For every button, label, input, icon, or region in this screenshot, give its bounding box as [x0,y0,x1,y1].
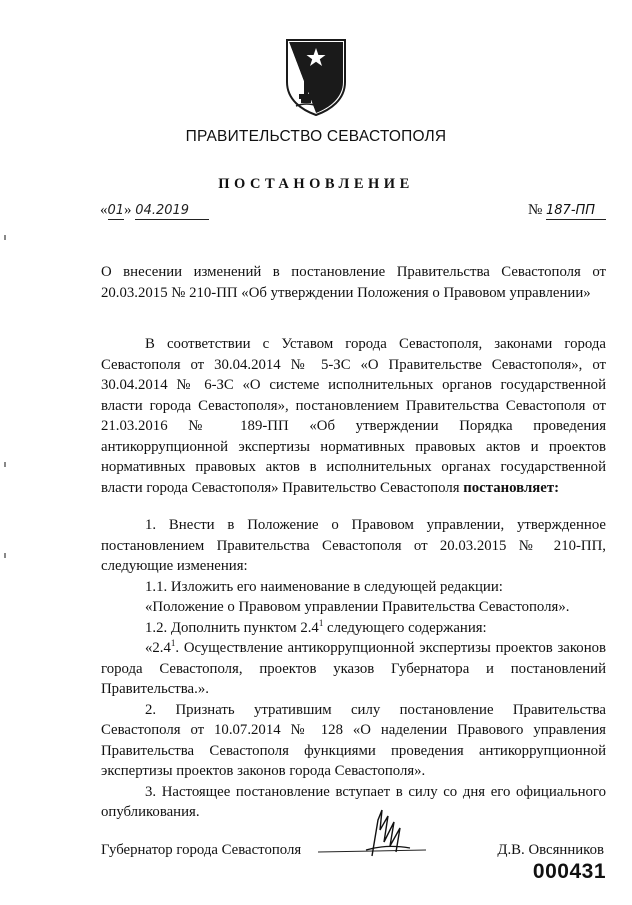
document-body [101,515,606,823]
government-name: ПРАВИТЕЛЬСТВО СЕВАСТОПОЛЯ [185,128,447,145]
signatory-name: Д.В. Овсянников [497,842,604,858]
clause-1-1: 1.1. Изложить его наименование в следующей редакции: [145,578,503,595]
preamble-paragraph [101,334,606,498]
clause-1: 1. Внести в Положение о Правовом управлении, утвержденное постановлением Правительства Севастополя от 20.03.2015 № 210-ПП, следующие изменения: [101,517,606,574]
date-month-year: 04.2019 [135,202,209,220]
document-type-title: ПОСТАНОВЛЕНИЕ [218,176,414,192]
document-subject: О внесении изменений в постановление Правительства Севастополя от 20.03.2015 № 210-ПП «Об утверждении Положения о Правовом управлении» [101,264,606,301]
clause-2: 2. Признать утратившим силу постановление Правительства Севастополя от 10.07.2014 № 128 «О наделении Правового управления Правительства Севастополя функциями проведения антикоррупционной экспертизы проектов законов города Севастополя». [101,701,606,779]
date-day: 01 [107,203,125,218]
scan-mark [4,462,6,467]
clause-1-1-text: «Положение о Правовом управлении Правительства Севастополя». [145,599,570,615]
registration-number: 000431 [532,860,606,883]
clause-1-2: 1.2. Дополнить пунктом $2.4^1$ следующего содержания: [145,617,487,636]
signatory-position: Губернатор города Севастополя [101,842,302,858]
scan-mark [4,235,6,240]
number-prefix: № [527,202,543,218]
clause-3: 3. Настоящее постановление вступает в силу со дня его официального опубликования. [101,783,606,820]
document-date [100,202,209,220]
handwritten-signature-icon [290,806,440,862]
resolves-word: постановляет: [463,479,560,496]
preamble-text: В соответствии с Уставом города Севастополя, законами города Севастополя от 30.04.2014 № 5-ЗС «О Правительстве Севастополя», от 30.04.2014 № 6-ЗС «О системе исполнительных органов государственной власти города Севастополя», постановлением Правительства Севастополя от 21.03.2016 № 189-ПП «Об утверждении Порядка проведения антикоррупционной экспертизы нормативных правовых актов и проектов нормативных правовых актов в исполнительных органах государственной власти города Севастополя» Правительство Севастополя [101,336,606,496]
number-value: 187-ПП [546,202,606,220]
date-quote-open: « [100,202,108,218]
scan-mark [4,553,6,558]
sevastopol-coat-of-arms-icon [284,38,348,116]
document-number [528,202,606,220]
date-quote-close: » [124,202,132,218]
clause-1-2-text: «$2.4^1$. Осуществление антикоррупционной экспертизы проектов законов города Севастополя, проектов указов Губернатора и постановлений Правительства.». [101,638,606,697]
